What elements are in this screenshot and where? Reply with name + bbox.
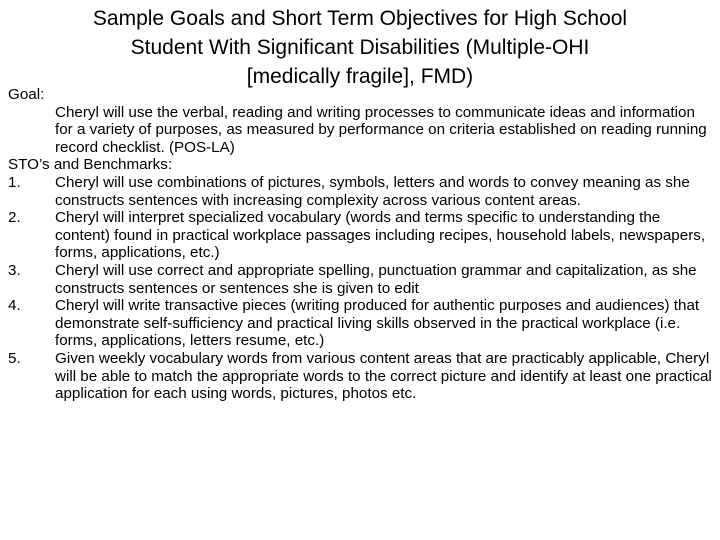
sto-heading: STO’s and Benchmarks: [8, 156, 173, 174]
list-item [8, 209, 714, 262]
list-item [8, 262, 714, 297]
list-item [8, 297, 714, 350]
item-text: Cheryl will interpret specialized vocabulary (words and terms specific to understanding the content) found in practical workplace passages including recipes, household labels, newspapers, forms, applications, etc.) [55, 209, 706, 262]
list-item [8, 174, 714, 209]
goal-text: Cheryl will use the verbal, reading and writing processes to communicate ideas and information for a variety of purposes, as measured by performance on criteria established on reading running record checklist. (POS-LA) [55, 103, 707, 156]
item-text: Cheryl will use correct and appropriate spelling, punctuation grammar and capitalization, as she constructs sentences or sentences she is given to edit [55, 261, 697, 297]
goal-label: Goal: [8, 86, 45, 103]
item-text: Given weekly vocabulary words from various content areas that are practicably applicable, Cheryl will be able to match the appropriate words to the correct picture and identify at least one practical application for each using words, pictures, photos etc. [55, 349, 712, 403]
item-number: 3. [8, 261, 21, 279]
title-line-1: Sample Goals and Short Term Objectives for High School [92, 7, 628, 30]
item-number: 1. [8, 173, 21, 191]
item-number: 4. [8, 297, 21, 315]
title-line-3: [medically fragile], FMD) [246, 65, 474, 88]
title-line-2: Student With Significant Disabilities (Multiple-OHI [130, 36, 590, 59]
item-number: 2. [8, 209, 21, 227]
list-item [8, 350, 714, 403]
slide-body [8, 86, 714, 403]
item-text: Cheryl will write transactive pieces (writing produced for authentic purposes and audiences) that demonstrate self-sufficiency and practical living skills observed in the practical workplace (i.e. forms, applications, letters resume, etc.) [55, 297, 700, 350]
item-text: Cheryl will use combinations of pictures, symbols, letters and words to convey meaning as she constructs sentences with increasing complexity across various content areas. [55, 173, 690, 209]
item-number: 5. [8, 349, 21, 367]
slide-title [40, 4, 680, 91]
